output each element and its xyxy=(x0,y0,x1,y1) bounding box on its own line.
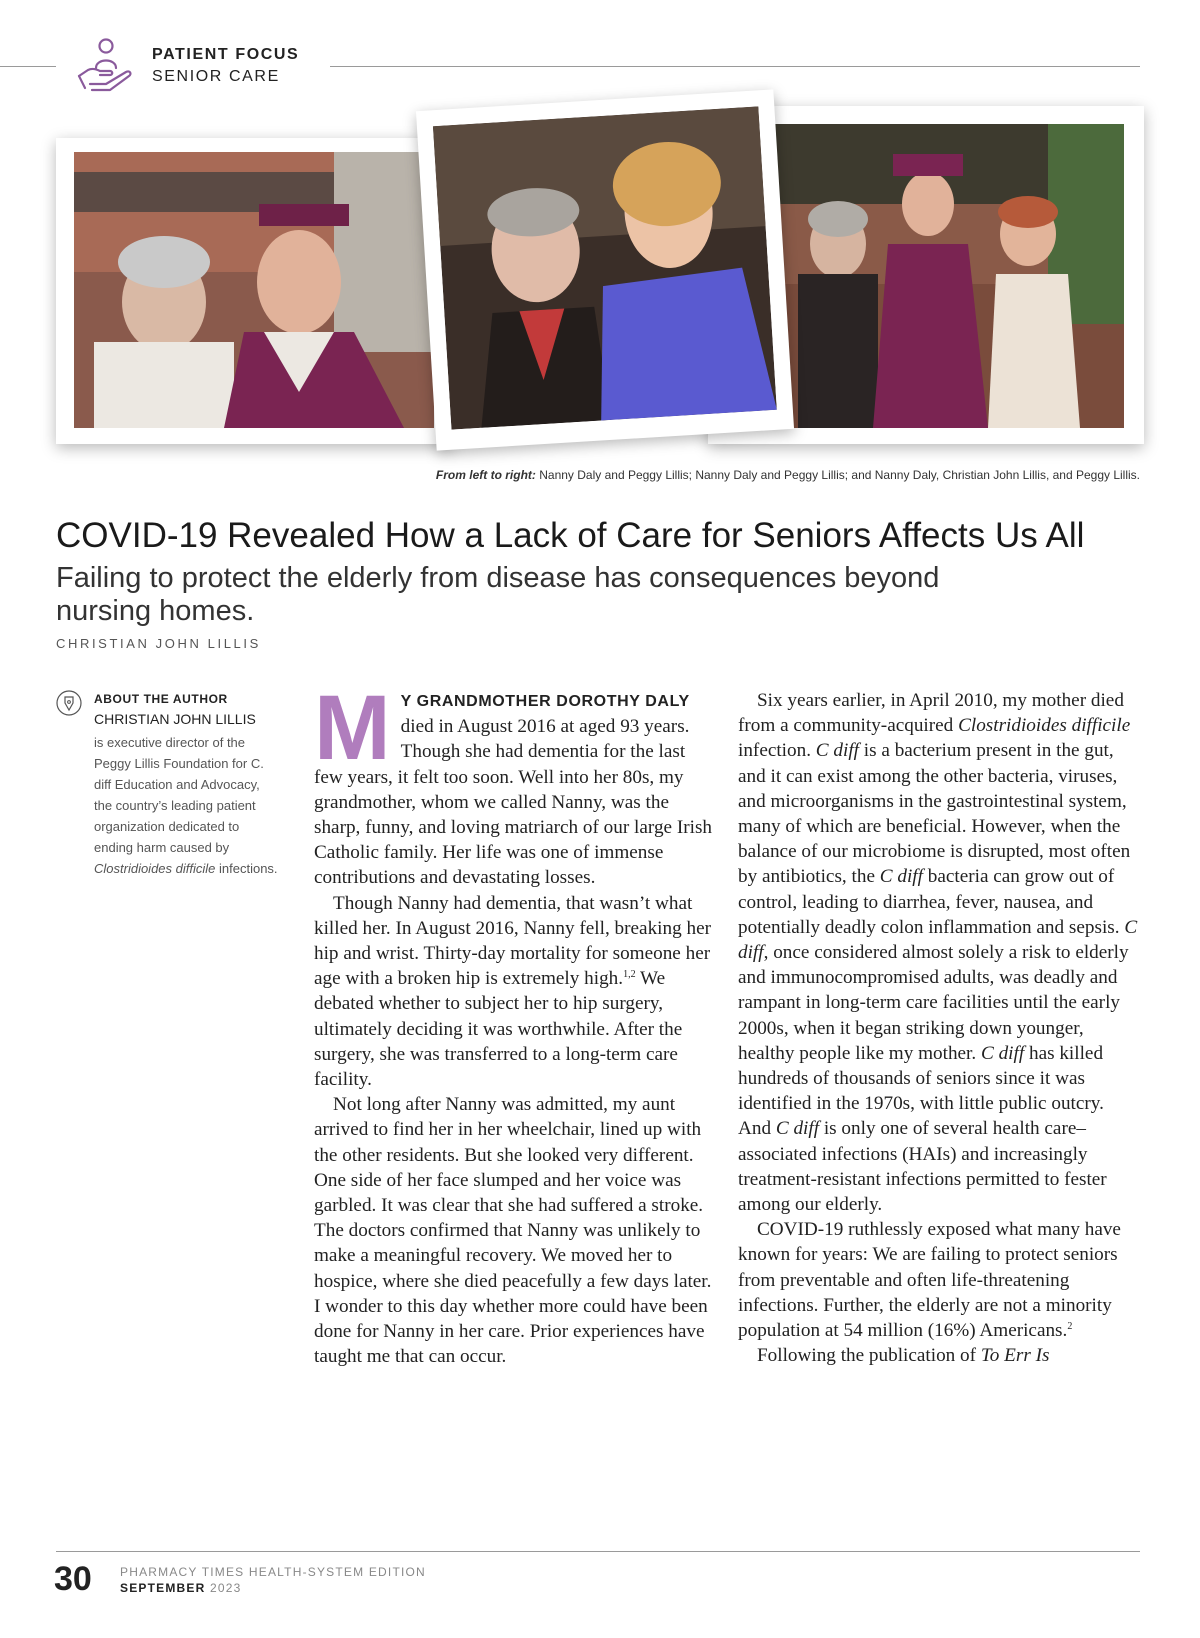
p4-italic-3: C diff xyxy=(879,866,923,888)
paragraph-2-text-b: We debated whether to subject her to hip surgery, ultimately deciding it was worthwhile. After the surgery, she was transferred to a long-term care facility. xyxy=(314,968,683,1091)
p4-text-7: is only one of several health care–associated infections (HAIs) and increasingly treatment-resistant infections permitted to fester among our elderly. xyxy=(738,1118,1107,1216)
photo-caption xyxy=(56,468,1140,482)
paragraph-3: Not long after Nanny was admitted, my aunt arrived to find her in her wheelchair, lined up with the other residents. But she looked very different. One side of her face slumped and her voice was garbled. It was clear that she had suffered a stroke. The doctors confirmed that Nanny was unlikely to make a meaningful recovery. We moved her to hospice, where she died peacefully a few days later. I wonder to this day whether more could have been done for Nanny in her care. Prior experiences have taught me that can occur. xyxy=(314,1094,712,1368)
paragraph-6-text: Following the publication of xyxy=(757,1345,981,1367)
book-title: To Err Is xyxy=(980,1345,1050,1367)
article-title: COVID-19 Revealed How a Lack of Care for Seniors Affects Us All xyxy=(56,516,1085,555)
paragraph-2 xyxy=(314,891,714,1093)
p4-italic-5: C diff xyxy=(980,1042,1025,1064)
paragraph-5-text: COVID-19 ruthlessly exposed what many have known for years: We are failing to protect seniors from preventable and often life-threatening infections. Further, the elderly are not a minority population at 54 million (16%) Americans. xyxy=(738,1219,1121,1342)
p4-text-6: has killed hundreds of thousands of seniors since it was identified in the 1970s, with little public outcry. And xyxy=(738,1042,1104,1140)
p4-text-1: Six years earlier, in April 2010, my mother died from a community-acquired xyxy=(738,690,1124,737)
p4-italic-1: Clostridioides difficile xyxy=(958,715,1131,737)
byline: CHRISTIAN JOHN LILLIS xyxy=(56,636,261,651)
p4-text-2: infection. xyxy=(738,740,816,762)
photo-nanny-and-peggy-graduation xyxy=(56,138,452,444)
paragraph-1-text: died in August 2016 at aged 93 years. Though she had dementia for the last few years, it felt too soon. Well into her 80s, my grandmother, whom we called Nanny, was the sharp, funny, and loving matriarch of our large Irish Catholic family. Her life was one of immense contributions and devastating losses. xyxy=(314,716,713,889)
header-rule-right xyxy=(330,66,1140,67)
header-rule-left xyxy=(0,66,56,67)
bio-text: is executive director of the Peggy Lillis Foundation for C. diff Education and Advocacy, the country’s leading patient organization dedicated to ending harm caused by xyxy=(94,735,264,855)
about-author-name: CHRISTIAN JOHN LILLIS xyxy=(94,711,256,727)
bio-text-end: infections. xyxy=(215,861,278,876)
issue-year: 2023 xyxy=(205,1581,242,1595)
article-column-1 xyxy=(314,677,714,1369)
about-author-label: ABOUT THE AUTHOR xyxy=(94,692,228,706)
footer-rule xyxy=(56,1551,1140,1552)
paragraph-5 xyxy=(738,1217,1140,1343)
p4-italic-2: C diff xyxy=(815,740,859,762)
lead-in: Y GRANDMOTHER DOROTHY DALY xyxy=(400,693,690,710)
photo-2-image xyxy=(433,106,777,429)
paragraph-2-text-a: Though Nanny had dementia, that wasn’t what killed her. In August 2016, Nanny fell, breaking her hip and wrist. Thirty-day mortality for someone her age with a broken hip is extremely high. xyxy=(314,892,711,990)
p4-italic-4: C diff xyxy=(738,916,1138,964)
caption-text: Nanny Daly and Peggy Lillis; Nanny Daly and Peggy Lillis; and Nanny Daly, Christian John Lillis, and Peggy Lillis. xyxy=(535,468,1140,482)
article-subtitle: Failing to protect the elderly from disease has consequences beyond nursing homes. xyxy=(56,562,940,627)
subsection-label: SENIOR CARE xyxy=(152,68,280,85)
photo-nanny-and-peggy-smiling xyxy=(416,89,794,450)
p4-text-5: , once considered almost solely a risk to elderly and immunocompromised adults, was deadly and rampant in long-term care facilities until the early 2000s, when it began striking down younger, healthy people like my mother. xyxy=(738,942,1129,1064)
paragraph-6 xyxy=(738,1343,1140,1368)
reference-superscript: 1,2 xyxy=(623,969,636,981)
p4-text-3: is a bacterium present in the gut, and it can exist among the other bacteria, viruses, and microorganisms in the gastrointestinal system, many of which are beneficial. However, when the balance of our microbiome is disrupted, most often by antibiotics, the xyxy=(738,740,1131,888)
article-column-2 xyxy=(738,688,1140,1368)
about-author-bio xyxy=(94,732,280,879)
issue-date xyxy=(120,1581,242,1595)
issue-month: SEPTEMBER xyxy=(120,1581,206,1595)
p4-text-4: bacteria can grow out of control, leading to diarrhea, fever, nausea, and potentially deadly colon inflammation and sepsis. xyxy=(738,866,1125,938)
publication-name: PHARMACY TIMES HEALTH-SYSTEM EDITION xyxy=(120,1565,426,1579)
p4-italic-6: C diff xyxy=(775,1118,820,1140)
pen-nib-icon xyxy=(56,690,82,716)
photo-1-image xyxy=(74,152,434,428)
reference-superscript-2: 2 xyxy=(1067,1321,1073,1333)
caregiver-hand-icon xyxy=(76,36,134,94)
page-number: 30 xyxy=(54,1560,92,1598)
paragraph-4 xyxy=(738,688,1140,1217)
paragraph-1 xyxy=(314,677,714,891)
section-label: PATIENT FOCUS xyxy=(152,46,300,63)
drop-cap: M xyxy=(314,677,391,779)
bio-organism: Clostridioides difficile xyxy=(94,861,216,876)
caption-lead: From left to right: xyxy=(435,468,536,482)
